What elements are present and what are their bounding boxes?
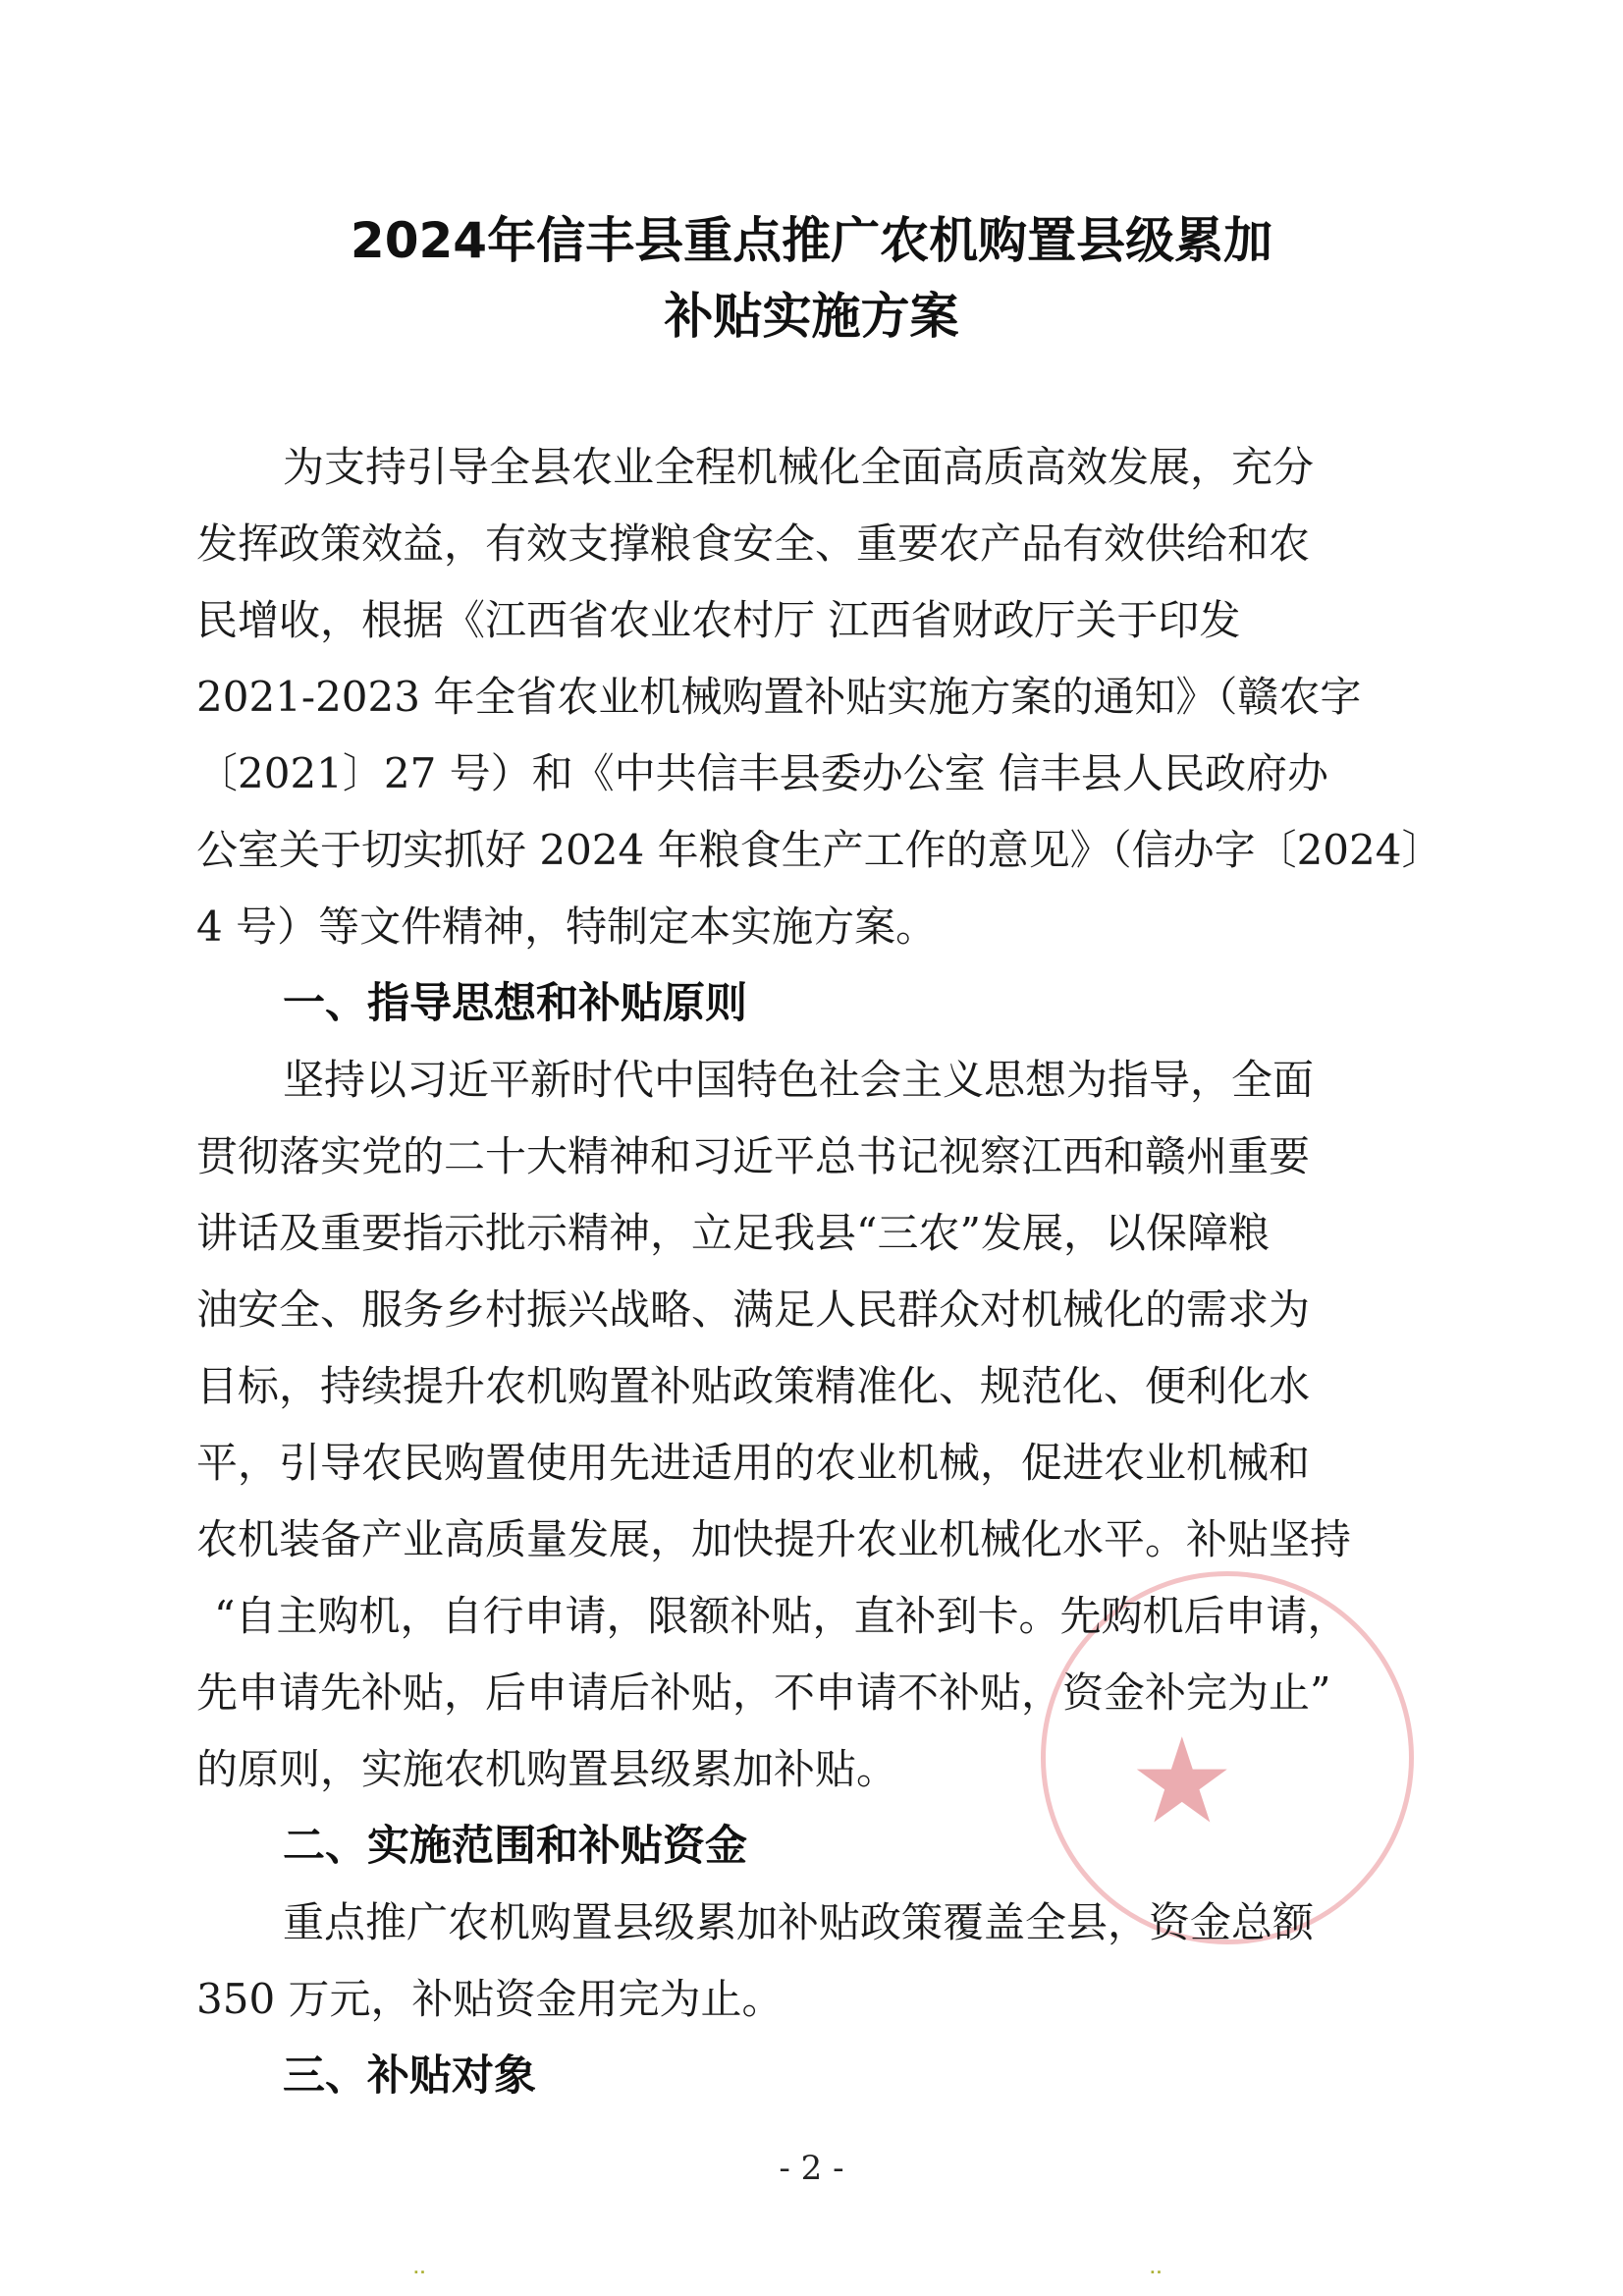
- page-number: - 2 -: [779, 2149, 844, 2188]
- scan-mark-icon: ᐧᐧ: [1149, 2259, 1163, 2288]
- paragraph-line: 公室关于切实抓好 2024 年粮食生产工作的意见》（信办字〔2024〕: [196, 826, 1443, 874]
- paragraph-line: 为支持引导全县农业全程机械化全面高质高效发展，充分: [283, 443, 1315, 491]
- paragraph-line: 讲话及重要指示批示精神，立足我县“三农”发展，以保障粮: [196, 1209, 1270, 1257]
- section-heading-1: 一、指导思想和补贴原则: [283, 979, 747, 1028]
- paragraph-line: 发挥政策效益，有效支撑粮食安全、重要农产品有效供给和农: [196, 519, 1311, 568]
- document-title-line-2: 补贴实施方案: [664, 288, 959, 345]
- paragraph-line: 农机装备产业高质量发展，加快提升农业机械化水平。补贴坚持: [196, 1515, 1352, 1563]
- paragraph-line: 平，引导农民购置使用先进适用的农业机械，促进农业机械和: [196, 1439, 1311, 1487]
- paragraph-line: 民增收，根据《江西省农业农村厅 江西省财政厅关于印发: [196, 596, 1241, 644]
- seal-star-icon: ★: [1129, 1714, 1235, 1850]
- scan-mark-icon: ᐧᐧ: [412, 2259, 426, 2288]
- paragraph-line: “自主购机，自行申请，限额补贴，直补到卡。先购机后申请，: [214, 1592, 1349, 1640]
- paragraph-line: 2021-2023 年全省农业机械购置补贴实施方案的通知》（赣农字: [196, 673, 1362, 721]
- paragraph-line: 贯彻落实党的二十大精神和习近平总书记视察江西和赣州重要: [196, 1132, 1311, 1180]
- paragraph-line: 4 号）等文件精神，特制定本实施方案。: [196, 902, 938, 951]
- paragraph-line: 350 万元，补贴资金用完为止。: [196, 1975, 784, 2023]
- document-title-line-1: 2024年信丰县重点推广农机购置县级累加: [350, 212, 1273, 269]
- section-heading-2: 二、实施范围和补贴资金: [283, 1822, 747, 1871]
- paragraph-line: 〔2021〕27 号）和《中共信丰县委办公室 信丰县人民政府办: [196, 749, 1329, 797]
- paragraph-line: 重点推广农机购置县级累加补贴政策覆盖全县，资金总额: [283, 1898, 1315, 1946]
- paragraph-line: 的原则，实施农机购置县级累加补贴。: [196, 1745, 898, 1793]
- paragraph-line: 油安全、服务乡村振兴战略、满足人民群众对机械化的需求为: [196, 1285, 1311, 1334]
- paragraph-line: 先申请先补贴，后申请后补贴，不申请不补贴，资金补完为止”: [196, 1668, 1331, 1717]
- paragraph-line: 坚持以习近平新时代中国特色社会主义思想为指导，全面: [283, 1056, 1315, 1104]
- section-heading-3: 三、补贴对象: [283, 2051, 536, 2101]
- paragraph-line: 目标，持续提升农机购置补贴政策精准化、规范化、便利化水: [196, 1362, 1311, 1410]
